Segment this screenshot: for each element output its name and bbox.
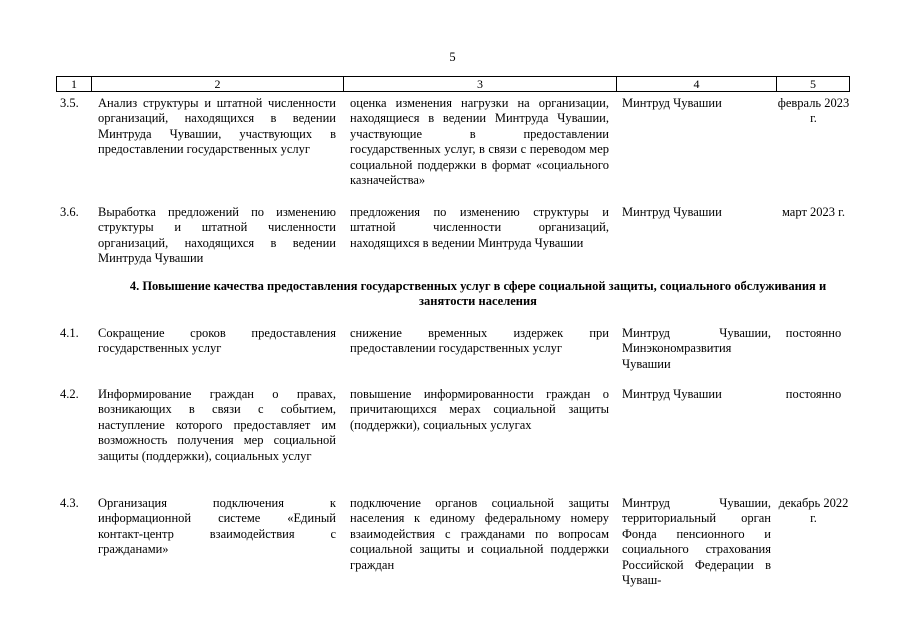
deadline-text: постоянно: [785, 326, 842, 340]
section-heading: 4. Повышение качества предоставления государственных услуг в сфере социальной защиты, социального обслуживания и занятости населения: [129, 279, 827, 309]
measure-text: Информирование граждан о правах, возникающих в связи с событием, наступление которого предоставляет им возможность получения мер социальной защиты (поддержки), социальных услуг: [98, 387, 336, 463]
table-header-row: [56, 76, 850, 92]
table-row: [56, 496, 850, 590]
executor-text: Минтруд Чувашии: [622, 387, 722, 401]
executor-text: Минтруд Чувашии, территориальный орган Фонда пенсионного и социального страхования Российской Федерации в Чуваш-: [622, 496, 771, 588]
deadline-text: постоянно: [785, 387, 842, 401]
table-row: [56, 326, 850, 387]
column-header-2: 2: [92, 77, 344, 91]
table-row: [56, 92, 850, 205]
result-text: повышение информированности граждан о причитающихся мерах социальной защиты (поддержки), социальных услугах: [350, 387, 609, 432]
result-text: снижение временных издержек при предоставлении государственных услуг: [350, 326, 609, 356]
row-number: 3.5.: [60, 96, 79, 110]
page-number: 5: [449, 50, 456, 64]
column-header-4: 4: [617, 77, 777, 91]
measure-text: Сокращение сроков предоставления государственных услуг: [98, 326, 336, 356]
column-header-3: 3: [344, 77, 617, 91]
result-text: предложения по изменению структуры и штатной численности организаций, находящихся в ведении Минтруда Чувашии: [350, 205, 609, 250]
table-row: [56, 205, 850, 279]
row-number: 4.1.: [60, 326, 79, 340]
row-number: 4.3.: [60, 496, 79, 510]
row-number: 4.2.: [60, 387, 79, 401]
column-header-1: 1: [56, 77, 92, 91]
measure-text: Анализ структуры и штатной численности организаций, находящихся в ведении Минтруда Чувашии, участвующих в предоставлении государственных услуг: [98, 96, 336, 157]
result-text: подключение органов социальной защиты населения к единому федеральному номеру взаимодействия с гражданами по вопросам социальной защиты и социальной поддержки граждан: [350, 496, 609, 572]
deadline-text: февраль 2023 г.: [777, 96, 850, 126]
executor-text: Минтруд Чувашии: [622, 96, 722, 110]
column-header-5: 5: [777, 77, 850, 91]
deadline-text: декабрь 2022 г.: [778, 496, 849, 526]
row-number: 3.6.: [60, 205, 79, 219]
measure-text: Выработка предложений по изменению структуры и штатной численности организаций, находящихся в ведении Минтруда Чувашии: [98, 205, 336, 266]
measure-text: Организация подключения к информационной системе «Единый контакт-центр взаимодействия с гражданами»: [98, 496, 336, 557]
executor-text: Минтруд Чувашии, Минэкономразвития Чувашии: [622, 326, 771, 371]
deadline-text: март 2023 г.: [781, 205, 845, 219]
measures-table: [56, 76, 850, 590]
executor-text: Минтруд Чувашии: [622, 205, 722, 219]
table-row: [56, 387, 850, 496]
result-text: оценка изменения нагрузки на организации, находящиеся в ведении Минтруда Чувашии, участвующие в предоставлении государственных услуг, в связи с переводом мер социальной поддержки в формат «социального казначейства»: [350, 96, 609, 188]
